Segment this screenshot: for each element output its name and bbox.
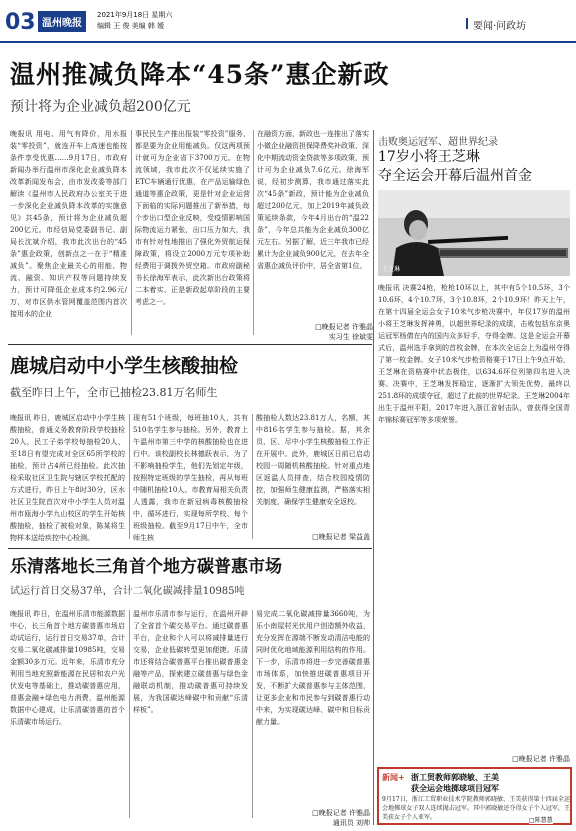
story3-byline: □晚报记者 许雅晶 通讯员 刘帅: [312, 809, 370, 827]
story1-col1: 晚报讯 用电、用气有降价，用水报装“零投资”，就连开车上高速也能按条件享受优惠……9月17日，市政府新闻办举行温州市深化企业减负降本改革新闻发布会，由市发改委等部门解读《温州市人民政府办公室关于进一步深化企业减负降本改革的实施意见》共45条，预计将为企业减负超200亿元。市经信局党委副书记、副局长沈斌介绍，我市此次出台的“45条”惠企政策，创新点之一在于“精准减负”。聚焦企业最关心的用能、物流、融资、知识产权等问题持续发力，预计可降低企业成本约2.96元/万，对市区供水管网覆盖范围内首次接用水的企业: [10, 130, 127, 318]
news-plus-tag: 新闻+: [382, 773, 405, 782]
section-name: 要闻·问政坊: [473, 21, 527, 32]
story3-headline: 乐清落地长三角首个地方碳普惠市场: [10, 557, 282, 577]
column-divider: [253, 130, 254, 335]
story2-col1: 晚报讯 昨日，鹿城区启动中小学生核酸抽检，普通义务教育阶段学校抽检20人，民工子弟学校每抽检20人，至18日有望完成对全区65所学校的抽检，预计占4所已经抽检。此次抽检采取社区卫生院与辖区学校托配的方式进行，昨日上午8时30分，区水社区卫生院首次对中小学生人员对温州市瓯海小学九山校区的学生开始核酸抽检，抽检了被检对象，陈某将生物样本送给疾控中心检测。: [10, 414, 125, 542]
section-marker: [466, 18, 468, 29]
page-header: [0, 0, 576, 46]
story1-byline: □晚报记者 许雅晶 实习生 徐斌雯: [315, 323, 373, 341]
column-divider: [129, 414, 130, 539]
photo-caption: 王芝琳: [382, 266, 401, 273]
column-divider: [129, 610, 130, 818]
story-divider: [8, 344, 372, 345]
paper-logo: 温州晚报: [38, 11, 86, 32]
brief-headline: 浙工贸教师郭晓敏、王美: [411, 772, 499, 782]
column-divider: [252, 414, 253, 539]
story2-subheadline: 截至昨日上午，全市已抽检23.81万名师生: [10, 386, 218, 399]
column-divider: [252, 610, 253, 818]
story-divider: [8, 548, 372, 549]
story3-col1: 晚报讯 昨日，在温州乐清市能源数据中心，长三角首个地方碳普惠市场启动试运行，运行首日交易37单，合计交易二氧化碳减排量10985吨，交易金额30多万元。近年来，乐清市充分利用当地充照新能源在民居和农户光伏发电等基础上，推动碳普惠应用，普惠金融+绿色电力消费，温州能源数据中心建成，让乐清碳普惠的首个乐清碳市场运行。: [10, 610, 125, 726]
header-rule: [0, 41, 576, 43]
column-divider: [131, 130, 132, 335]
editor-line: 编辑 王 俊 美编 韩 嫒: [97, 22, 165, 30]
story2-byline: □晚报记者 梁益盖: [312, 533, 370, 541]
brief-headline-2: 获全运会地掷球项目冠军: [411, 783, 499, 793]
story1-subheadline: 预计将为企业减负超200亿元: [10, 99, 191, 115]
story2-headline: 鹿城启动中小学生核酸抽检: [10, 355, 239, 377]
story4-kicker: 击败奥运冠军、超世界纪录: [378, 137, 498, 148]
athlete-photo-drawing: [378, 190, 570, 276]
story1-headline: 温州推减负降本“45条”惠企新政: [10, 60, 390, 89]
page-number: 03: [5, 10, 36, 35]
story1-col2: 事民民生产推出报装“零投资”服务，都是要为企业用能减负。仅这两项预计就可为企业省下3700万元。在物流领域，我市此次不仅延续实施了ETC车辆通行优惠，在产品运输绿色通道等惠企政策，更是针对企业运营下面临的实际问题推出了新举措，每个步出口型企业反映，受疫情影响国际物流运力紧张，出口压力加大，我市有针对性地推出了强化外贸航运保障政策，将设立2000万元专项补助经费用于调拨外贸空箱。市政府副秘书长徐海军表示，此次新出台政策将二本着实、正是新政起草阶段的主要考虑之一。: [135, 130, 250, 306]
news-plus-box: [377, 767, 572, 825]
story4-headline-2: 夺全运会开幕后温州首金: [378, 168, 532, 184]
story3-subheadline: 试运行首日交易37单，合计二氧化碳减排量10985吨: [10, 586, 245, 597]
story2-col3: 酸抽检人数达23.81万人，名额，其中816名学生参与抽检。据，其余员、区、尽中小学生核酸抽检工作正在开展中。此外，鹿城区日前已启动校园一周随机核酸抽检。针对重点地区返温人员排查，结合校园疫情防控，加强师生健康监测，严格落实相关制度，确保学生健康安全返校。: [256, 414, 370, 506]
story3-col2: 温州市乐清市参与运行，在温州开辟了全省首个碳交易平台。通过碳普惠平台，企业和个人可以将减排量进行交易，企业低碳转型更加便捷。乐清市还将结合碳普惠平台推出碳普惠金融等产品，探索建立碳普惠与绿色金融联动机制，推动碳普惠可持续发展，为我国碳达峰碳中和贡献“乐清样板”。: [133, 610, 248, 714]
story3-col3: 易完成二氧化碳减排量3660吨，为乐小南屋村光伏用户创造额外收益，充分发挥在源端不断发动清洁电能的同时优化地域能源利用结构的作用。下一步，乐清市将进一步完善碳普惠市场体系，加快推进碳普惠项目开发，不断扩大碳普惠参与主体范围，让更多企业和市民参与到碳普惠行动中来，为实现碳达峰、碳中和目标贡献力量。: [256, 610, 370, 726]
athlete-photo: [378, 190, 570, 276]
story4-headline: 17岁小将王芝琳: [378, 149, 480, 165]
brief-byline: □陈慧慧: [529, 817, 553, 824]
date-line: 2021年9月18日 星期六: [97, 11, 173, 19]
story1-col3: 在融资方面，新政也一连推出了落实小微企业融资担保降费奖补政策、深化中期流动资金贷款等多项政策，预计可为企业减负7.6亿元。徐海军说，经初步测算，我市通过落实此次“45条”新政，预计能为企业减负超过200亿元，加上2019年减负政策延续条款，今年4月出台的“温22条”，今年总共能为企业减负300亿元左右。另据了解，近三年我市已经累计为企业减负900亿元，在去年全省惠企减负评价中，居全省第1位。: [257, 130, 369, 270]
brief-body: 9月17日，浙江工贸职业技术学院教师郭晓敏、王美获得第十四届全运会地掷球女子双人连续抛击冠军。其中郭晓敏还夺得女子个人冠军，王美获女子个人亚军。: [382, 796, 570, 821]
story4-byline: □晚报记者 许雅晶: [512, 755, 570, 763]
right-column-divider: [373, 130, 374, 825]
story2-col2: 现有51个班级，每班抽10人，共有510名学生参与抽检。另外，教育上午温州市第三中学的核酸抽检也在进行中。该校副校长林德跃表示，为了不影响抽检学生，他们先划定年级，按照特定班级的学生抽检，再从每班中随机抽检10人。市教育局相关负责人透露，我市在新冠病毒核酸抽检中，循环进行，实现每所学校、每个班级抽检。截至9月17日中午，全市师生核: [133, 414, 248, 542]
story4-body: 晚报讯 决赛24枪，枪枪10环以上，其中有5个10.5环，3个10.6环，4个10.7环，3个10.8环，2个10.9环！昨天上午，在第十四届全运会女子10米气步枪决赛中，年仅17岁的温州小将王芝琳发挥神勇，以超世界纪录的成绩，击败包括东京奥运冠军杨倩在内的国内众多好手，夺得金牌。这是全运会开幕式后，温州选手拿到的首枚金牌，在本次全运会上为温州夺得了第一枚金牌。女子10米气步枪资格赛于17日上午9点开始，王芝琳在资格赛中状态极佳，以634.6环位列第四名进入决赛。决赛中，王芝琳发挥稳定，逐渐扩大领先优势，最终以251.8环的成绩夺冠，超过了此前的世界纪录。王芝琳2004年出生于温州平阳，2017年进入浙江省射击队，曾获得全国青年锦标赛冠军等多项荣誉。: [378, 284, 570, 424]
